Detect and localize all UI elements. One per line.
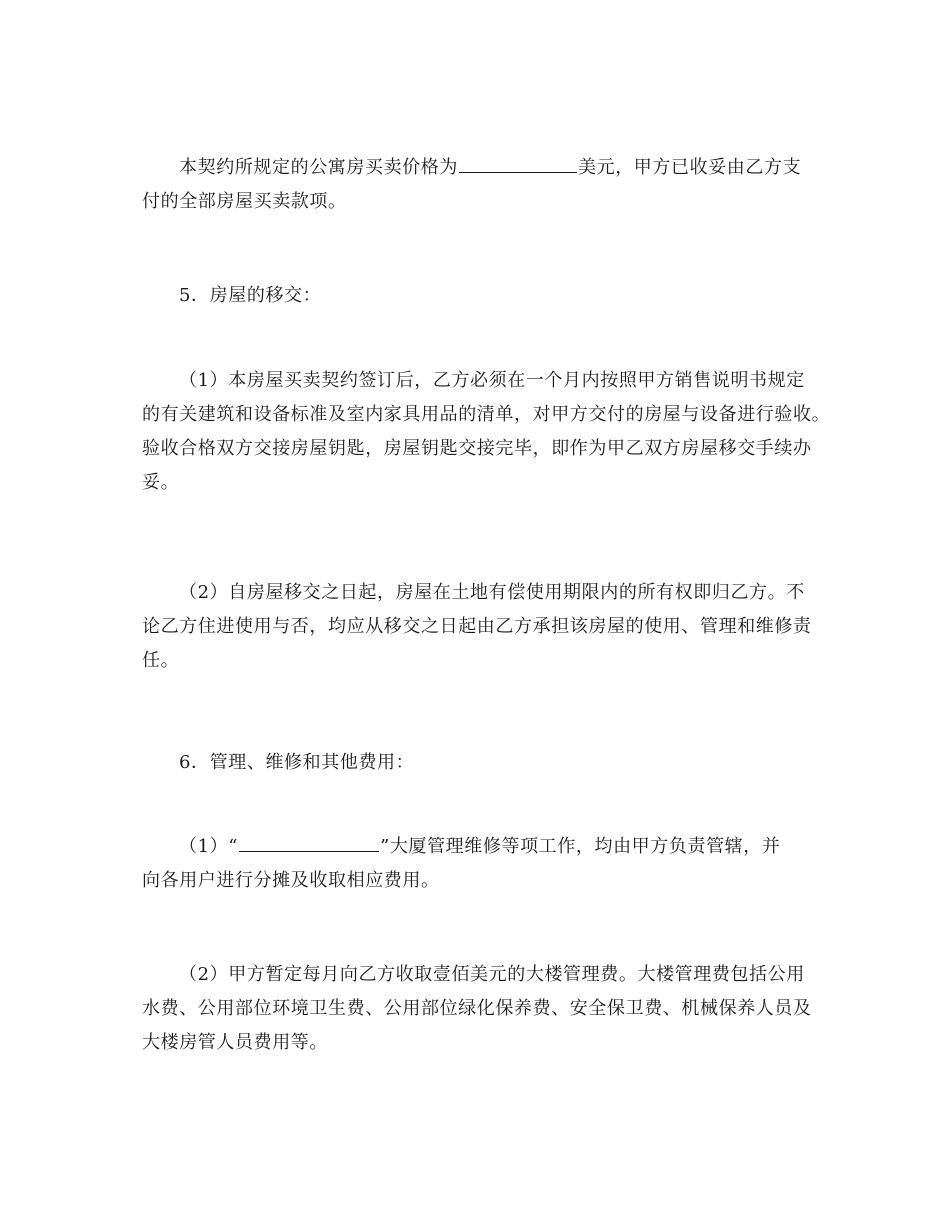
paragraph-5-2 (142, 576, 822, 678)
paragraph-line: 妥。 (142, 472, 180, 493)
paragraph-line: （2）甲方暂定每月向乙方收取壹佰美元的大楼管理费。大楼管理费包括公用 (179, 964, 805, 985)
paragraph-5-1 (142, 364, 831, 500)
paragraph-line: 验收合格双方交接房屋钥匙，房屋钥匙交接完毕，即作为甲乙双方房屋移交手续办 (142, 438, 812, 459)
paragraph-line: 付的全部房屋买卖款项。 (142, 191, 347, 212)
text-segment: （1）“ (179, 836, 239, 857)
paragraph-line (142, 151, 822, 185)
paragraph-line: 的有关建筑和设备标准及室内家具用品的清单，对甲方交付的房屋与设备进行验收。 (142, 404, 831, 425)
paragraph-line: 水费、公用部位环境卫生费、公用部位绿化保养费、安全保卫费、机械保养人员及 (142, 998, 812, 1019)
text-segment: ”大厦管理维修等项工作，均由甲方负责管辖，并 (380, 836, 781, 857)
paragraph-line: （2）自房屋移交之日起，房屋在土地有偿使用期限内的所有权即归乙方。不 (179, 582, 805, 603)
paragraph-line: 任。 (142, 650, 180, 671)
paragraph-line: 论乙方住进使用与否，均应从移交之日起由乙方承担该房屋的使用、管理和维修责 (142, 616, 812, 637)
section-heading-6 (142, 746, 822, 780)
text-segment: 美元，甲方已收妥由乙方支 (578, 157, 802, 178)
section-heading-5 (142, 279, 822, 313)
heading-text: 5．房屋的移交： (179, 285, 322, 306)
building-name-blank-underline (239, 833, 379, 852)
price-blank-underline (459, 154, 577, 173)
paragraph-line: 大楼房管人员费用等。 (142, 1032, 328, 1053)
paragraph-purchase-price (142, 151, 822, 219)
paragraph-line: （1）本房屋买卖契约签订后，乙方必须在一个月内按照甲方销售说明书规定 (179, 370, 805, 391)
paragraph-line (142, 830, 822, 864)
paragraph-6-2 (142, 958, 822, 1060)
text-segment: 本契约所规定的公寓房买卖价格为 (179, 157, 458, 178)
heading-text: 6．管理、维修和其他费用： (179, 752, 415, 773)
paragraph-line: 向各用户进行分摊及收取相应费用。 (142, 870, 440, 891)
paragraph-6-1 (142, 830, 822, 898)
